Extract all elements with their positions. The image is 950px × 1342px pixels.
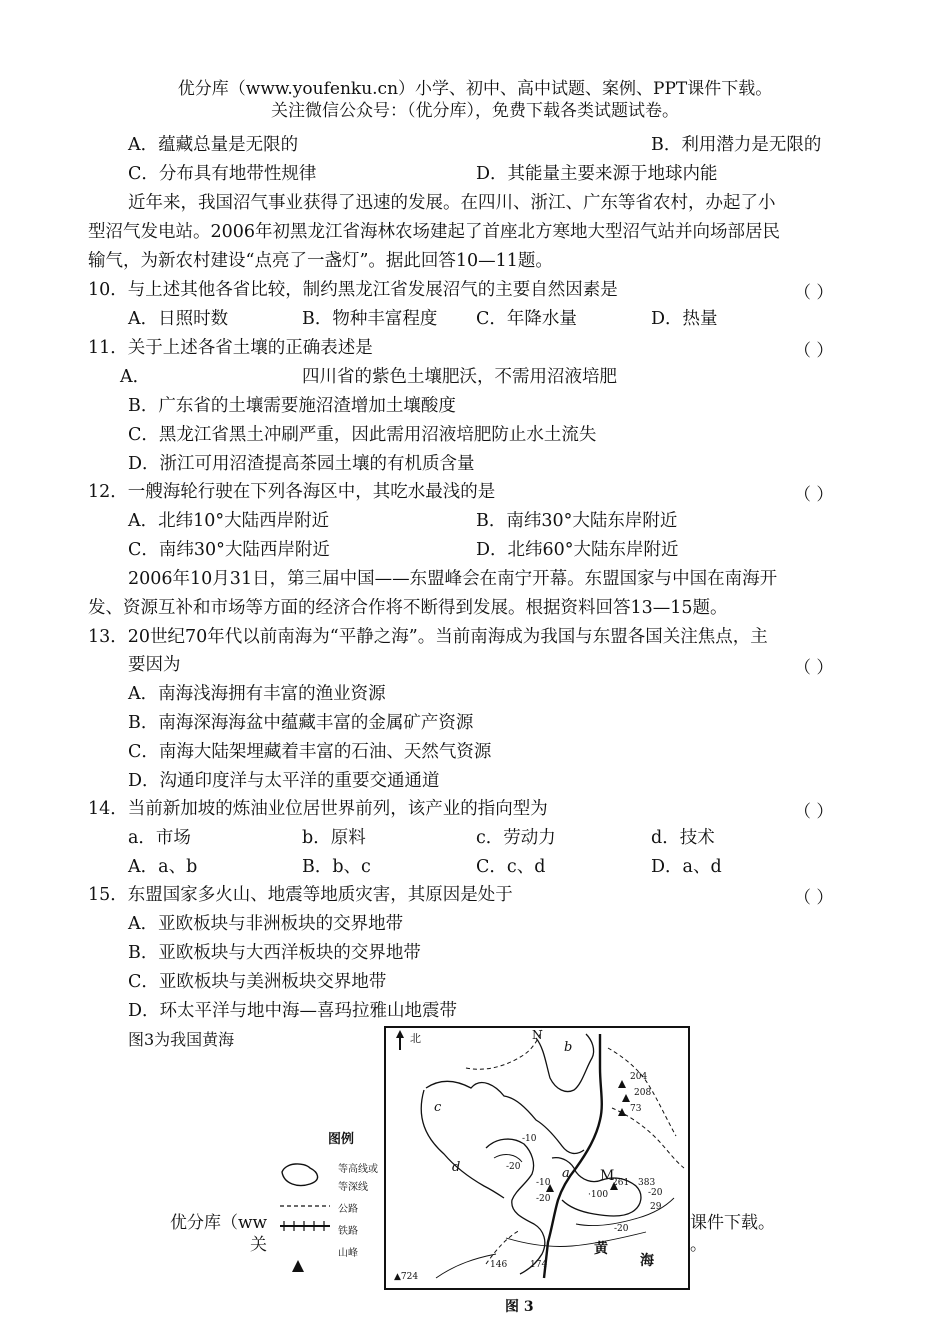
passage1-line-2: 型沼气发电站。2006年初黑龙江省海林农场建起了首座北方寒地大型沼气站并向场部居民	[88, 222, 781, 242]
q14-option-b: B．b、c	[302, 857, 371, 877]
q15-option-c: C．亚欧板块与美洲板块交界地带	[128, 972, 387, 992]
passage2-line-2: 发、资源互补和市场等方面的经济合作将不断得到发展。根据资料回答13—15题。	[88, 598, 728, 618]
map-label-minus20-c: -20	[648, 1188, 663, 1198]
map-label-d: d	[452, 1160, 461, 1175]
q15-option-b: B．亚欧板块与大西洋板块的交界地带	[128, 943, 421, 963]
legend-contour-label-2: 等深线	[338, 1182, 368, 1193]
q12-option-b: B．南纬30°大陆东岸附近	[476, 511, 678, 531]
footer-right-1: 课件下载。	[690, 1213, 775, 1233]
passage1-line-1: 近年来，我国沼气事业获得了迅速的发展。在四川、浙江、广东等省农村，办起了小	[128, 193, 776, 213]
map-label-204: 204	[630, 1072, 648, 1082]
q13-option-c: C．南海大陆架埋藏着丰富的石油、天然气资源	[128, 742, 492, 762]
passage2-line-1: 2006年10月31日，第三届中国——东盟峰会在南宁开幕。东盟国家与中国在南海开	[128, 569, 778, 589]
map-label-minus10-a: -10	[522, 1134, 537, 1144]
q11-stem: 11．关于上述各省土壤的正确表述是	[88, 338, 373, 358]
q9-option-c: C．分布具有地带性规律	[128, 164, 317, 184]
footer-left-2: 关	[250, 1235, 267, 1255]
q14-option-d: D．a、d	[651, 857, 722, 877]
legend-contour-label-1: 等高线或	[338, 1164, 378, 1175]
figure-caption: 图 3	[505, 1299, 534, 1315]
header-line-1: 优分库（www.youfenku.cn）小学、初中、高中试题、案例、PPT课件下载。	[177, 79, 773, 99]
map-sea-label-2: 海	[640, 1253, 654, 1269]
figure-intro: 图3为我国黄海	[128, 1030, 235, 1049]
q15-option-d: D．环太平洋与地中海—喜玛拉雅山地震带	[128, 1001, 458, 1021]
map-label-73: 73	[630, 1104, 642, 1114]
q12-option-d: D．北纬60°大陆东岸附近	[476, 540, 679, 560]
map-label-b: b	[564, 1040, 573, 1055]
q14-option-a: A．a、b	[128, 857, 198, 877]
header-line-2: 关注微信公众号：（优分库），免费下载各类试题试卷。	[271, 101, 679, 121]
map-label-M: M	[600, 1168, 615, 1184]
q10-option-c: C．年降水量	[476, 309, 577, 329]
q10-option-d: D．热量	[651, 309, 718, 329]
q11-option-a-letter: A．	[120, 367, 151, 387]
map-label-minus20-a: -20	[506, 1162, 521, 1172]
q13-stem-line-2: 要因为	[128, 655, 181, 675]
q9-option-b: B．利用潜力是无限的	[651, 135, 822, 155]
q15-option-a: A．亚欧板块与非洲板块的交界地带	[128, 914, 404, 934]
map-legend	[276, 1128, 386, 1268]
q9-option-a: A．蕴藏总量是无限的	[128, 135, 299, 155]
q11-option-d: D．浙江可用沼渣提高茶园土壤的有机质含量	[128, 454, 475, 474]
q13-option-d: D．沟通印度洋与太平洋的重要交通通道	[128, 771, 440, 791]
q13-option-a: A．南海浅海拥有丰富的渔业资源	[128, 684, 386, 704]
q11-option-b: B．广东省的土壤需要施沼渣增加土壤酸度	[128, 396, 456, 416]
q10-stem: 10．与上述其他各省比较，制约黑龙江省发展沼气的主要自然因素是	[88, 280, 618, 300]
legend-title: 图例	[328, 1132, 355, 1147]
q11-answer-blank[interactable]: （ ）	[794, 341, 834, 361]
legend-highway-label: 公路	[338, 1204, 358, 1215]
legend-peak-label: 山峰	[338, 1248, 358, 1259]
map-label-146: 146	[490, 1260, 508, 1270]
q14-answer-blank[interactable]: （ ）	[794, 802, 834, 822]
map-drawing	[386, 1028, 688, 1288]
q13-answer-blank[interactable]: （ ）	[794, 658, 834, 678]
q14-item-a: a．市场	[128, 828, 191, 848]
yellow-sea-map	[384, 1026, 690, 1290]
footer-right-2: 。	[690, 1235, 707, 1255]
legend-railway-label: 铁路	[338, 1226, 358, 1237]
map-label-minus20-d: -20	[614, 1224, 629, 1234]
map-label-a: a	[562, 1166, 570, 1181]
q12-stem: 12．一艘海轮行驶在下列各海区中，其吃水最浅的是	[88, 482, 496, 502]
map-label-208: 208	[634, 1088, 652, 1098]
q14-item-d: d．技术	[651, 828, 715, 848]
passage1-line-3: 输气，为新农村建设“点亮了一盏灯”。据此回答10—11题。	[88, 251, 553, 271]
q15-stem: 15．东盟国家多火山、地震等地质灾害，其原因是处于	[88, 885, 513, 905]
q12-option-c: C．南纬30°大陆西岸附近	[128, 540, 330, 560]
q10-answer-blank[interactable]: （ ）	[794, 283, 834, 303]
q10-option-b: B．物种丰富程度	[302, 309, 438, 329]
q13-option-b: B．南海深海海盆中蕴藏丰富的金属矿产资源	[128, 713, 474, 733]
q14-item-b: b．原料	[302, 828, 366, 848]
map-label-minus20-b: -20	[536, 1194, 551, 1204]
map-label-minus10-b: -10	[536, 1178, 551, 1188]
footer-left-1: 优分库（ww	[170, 1213, 268, 1233]
q14-option-c: C．c、d	[476, 857, 546, 877]
map-label-383: 383	[638, 1178, 656, 1188]
q14-item-c: c．劳动力	[476, 828, 556, 848]
map-label-174: 174	[530, 1260, 548, 1270]
north-label: 北	[410, 1032, 421, 1045]
q11-option-c: C．黑龙江省黑土冲刷严重，因此需用沼液培肥防止水土流失	[128, 425, 597, 445]
q15-answer-blank[interactable]: （ ）	[794, 888, 834, 908]
q11-option-a-text: 四川省的紫色土壤肥沃，不需用沼液培肥	[302, 367, 617, 387]
q10-option-a: A．日照时数	[128, 309, 229, 329]
q12-option-a: A．北纬10°大陆西岸附近	[128, 511, 330, 531]
map-label-100: ·100	[588, 1190, 609, 1200]
q9-option-d: D．其能量主要来源于地球内能	[476, 164, 718, 184]
q13-stem-line-1: 13．20世纪70年代以前南海为“平静之海”。当前南海成为我国与东盟各国关注焦点，主	[88, 627, 768, 647]
map-label-261: 261	[612, 1178, 630, 1188]
q14-stem: 14．当前新加坡的炼油业位居世界前列，该产业的指向型为	[88, 799, 548, 819]
map-label-peak-724: ▲724	[394, 1272, 419, 1282]
q12-answer-blank[interactable]: （ ）	[794, 485, 834, 505]
legend-symbols	[276, 1150, 336, 1280]
map-label-c: c	[434, 1100, 442, 1115]
map-label-N: N	[532, 1028, 543, 1042]
map-sea-label-1: 黄	[594, 1241, 608, 1257]
map-label-29: 29	[650, 1202, 662, 1212]
